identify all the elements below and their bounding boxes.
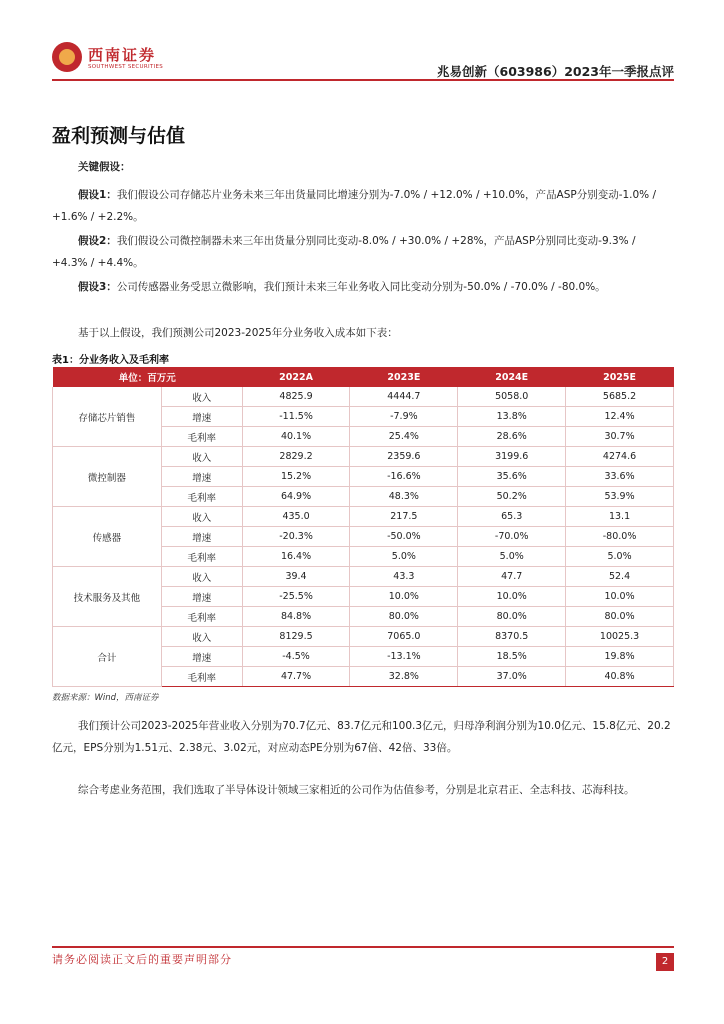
table-cell: 3199.6 (458, 447, 566, 467)
assumption-1 (52, 184, 674, 228)
table-cell: 53.9% (566, 487, 674, 507)
table-cell: -7.9% (350, 407, 458, 427)
table-cell: -50.0% (350, 527, 458, 547)
table-cell: 2359.6 (350, 447, 458, 467)
table-cell: 19.8% (566, 647, 674, 667)
table-row (53, 387, 674, 407)
header-year: 2022A (242, 367, 350, 387)
table-cell: 47.7% (242, 667, 350, 687)
table-cell: 40.8% (566, 667, 674, 687)
metric-label: 增速 (161, 467, 242, 487)
table-cell: 435.0 (242, 507, 350, 527)
footer-divider (52, 946, 674, 948)
header-divider (52, 79, 674, 81)
table-row (53, 507, 674, 527)
table-cell: -20.3% (242, 527, 350, 547)
table-cell: 43.3 (350, 567, 458, 587)
assumptions-summary: 基于以上假设，我们预测公司2023-2025年分业务收入成本如下表： (78, 327, 398, 339)
data-source: 数据来源：Wind，西南证券 (52, 693, 159, 703)
assumption-1-text: 我们假设公司存储芯片业务未来三年出货量同比增速分别为-7.0% / +12.0% / +10.0%，产品ASP分别变动-1.0% / +1.6% / +2.2%。 (52, 189, 657, 223)
table-cell: 12.4% (566, 407, 674, 427)
table-cell: 18.5% (458, 647, 566, 667)
revenue-margin-table (52, 367, 674, 687)
forecast-paragraph: 我们预计公司2023-2025年营业收入分别为70.7亿元、83.7亿元和100.3亿元，归母净利润分别为10.0亿元、15.8亿元、20.2亿元，EPS分别为1.51元、2.38元、3.02元，对应动态PE分别为67倍、42倍、33倍。 (52, 720, 671, 754)
table-cell: -16.6% (350, 467, 458, 487)
table-cell: 40.1% (242, 427, 350, 447)
table-cell: 28.6% (458, 427, 566, 447)
segment-name: 微控制器 (53, 447, 162, 507)
table-cell: 80.0% (566, 607, 674, 627)
assumption-3 (52, 276, 674, 298)
metric-label: 增速 (161, 647, 242, 667)
header-year: 2024E (458, 367, 566, 387)
valuation-paragraph: 综合考虑业务范围，我们选取了半导体设计领域三家相近的公司作为估值参考，分别是北京君正、全志科技、芯海科技。 (78, 784, 635, 796)
table-cell: 15.2% (242, 467, 350, 487)
table-cell: 5.0% (566, 547, 674, 567)
table-body (53, 387, 674, 687)
table-cell: 37.0% (458, 667, 566, 687)
table-caption: 表1：分业务收入及毛利率 (52, 355, 169, 366)
table-cell: 80.0% (458, 607, 566, 627)
table-cell: -11.5% (242, 407, 350, 427)
table-cell: 4274.6 (566, 447, 674, 467)
assumption-2-label: 假设2： (78, 235, 117, 247)
metric-label: 收入 (161, 627, 242, 647)
table-cell: 65.3 (458, 507, 566, 527)
table-cell: 80.0% (350, 607, 458, 627)
table-cell: 10025.3 (566, 627, 674, 647)
logo-text-cn: 西南证券 (88, 46, 157, 64)
table-cell: 33.6% (566, 467, 674, 487)
table-cell: 10.0% (350, 587, 458, 607)
table-cell: -70.0% (458, 527, 566, 547)
table-cell: 30.7% (566, 427, 674, 447)
table-cell: 39.4 (242, 567, 350, 587)
logo-mark-icon (52, 42, 82, 72)
metric-label: 毛利率 (161, 427, 242, 447)
assumption-1-label: 假设1： (78, 189, 117, 201)
table-cell: 10.0% (566, 587, 674, 607)
table-cell: 5.0% (458, 547, 566, 567)
footer-disclaimer: 请务必阅读正文后的重要声明部分 (52, 953, 232, 966)
table-cell: 5058.0 (458, 387, 566, 407)
metric-label: 毛利率 (161, 487, 242, 507)
table-cell: -25.5% (242, 587, 350, 607)
table-cell: 64.9% (242, 487, 350, 507)
assumptions-heading: 关键假设： (78, 161, 131, 173)
metric-label: 收入 (161, 567, 242, 587)
logo-text-en: SOUTHWEST SECURITIES (88, 64, 164, 70)
report-title: 兆易创新（603986）2023年一季报点评 (437, 64, 674, 79)
table-cell: 4444.7 (350, 387, 458, 407)
page-header (52, 40, 674, 80)
segment-name: 合计 (53, 627, 162, 687)
metric-label: 毛利率 (161, 667, 242, 687)
table-cell: 50.2% (458, 487, 566, 507)
page-number: 2 (656, 953, 674, 971)
segment-name: 存储芯片销售 (53, 387, 162, 447)
header-unit: 单位：百万元 (53, 367, 243, 387)
table-row (53, 567, 674, 587)
table-cell: 13.8% (458, 407, 566, 427)
table-cell: 32.8% (350, 667, 458, 687)
table-cell: 48.3% (350, 487, 458, 507)
assumption-2 (52, 230, 674, 274)
segment-name: 技术服务及其他 (53, 567, 162, 627)
company-logo (52, 42, 202, 74)
assumption-2-text: 我们假设公司微控制器未来三年出货量分别同比变动-8.0% / +30.0% / +28%，产品ASP分别同比变动-9.3% / +4.3% / +4.4%。 (52, 235, 636, 269)
table-cell: 84.8% (242, 607, 350, 627)
table-row (53, 627, 674, 647)
table-cell: -13.1% (350, 647, 458, 667)
table-row (53, 447, 674, 467)
table-header-row (53, 367, 674, 387)
metric-label: 增速 (161, 407, 242, 427)
metric-label: 收入 (161, 507, 242, 527)
section-title: 盈利预测与估值 (52, 125, 186, 147)
table-cell: 35.6% (458, 467, 566, 487)
table-cell: 2829.2 (242, 447, 350, 467)
metric-label: 毛利率 (161, 607, 242, 627)
metric-label: 收入 (161, 387, 242, 407)
table-cell: 7065.0 (350, 627, 458, 647)
assumption-3-label: 假设3： (78, 281, 117, 293)
table-cell: 25.4% (350, 427, 458, 447)
table-cell: -80.0% (566, 527, 674, 547)
table-cell: 4825.9 (242, 387, 350, 407)
metric-label: 增速 (161, 527, 242, 547)
table-cell: 217.5 (350, 507, 458, 527)
assumption-3-text: 公司传感器业务受思立微影响，我们预计未来三年业务收入同比变动分别为-50.0% / -70.0% / -80.0%。 (116, 281, 606, 293)
table-cell: -4.5% (242, 647, 350, 667)
table-cell: 52.4 (566, 567, 674, 587)
segment-name: 传感器 (53, 507, 162, 567)
metric-label: 收入 (161, 447, 242, 467)
table-cell: 47.7 (458, 567, 566, 587)
metric-label: 毛利率 (161, 547, 242, 567)
header-year: 2025E (566, 367, 674, 387)
table-cell: 16.4% (242, 547, 350, 567)
header-year: 2023E (350, 367, 458, 387)
table-cell: 10.0% (458, 587, 566, 607)
table-cell: 5.0% (350, 547, 458, 567)
table-cell: 8370.5 (458, 627, 566, 647)
metric-label: 增速 (161, 587, 242, 607)
table-cell: 5685.2 (566, 387, 674, 407)
table-cell: 8129.5 (242, 627, 350, 647)
table-cell: 13.1 (566, 507, 674, 527)
